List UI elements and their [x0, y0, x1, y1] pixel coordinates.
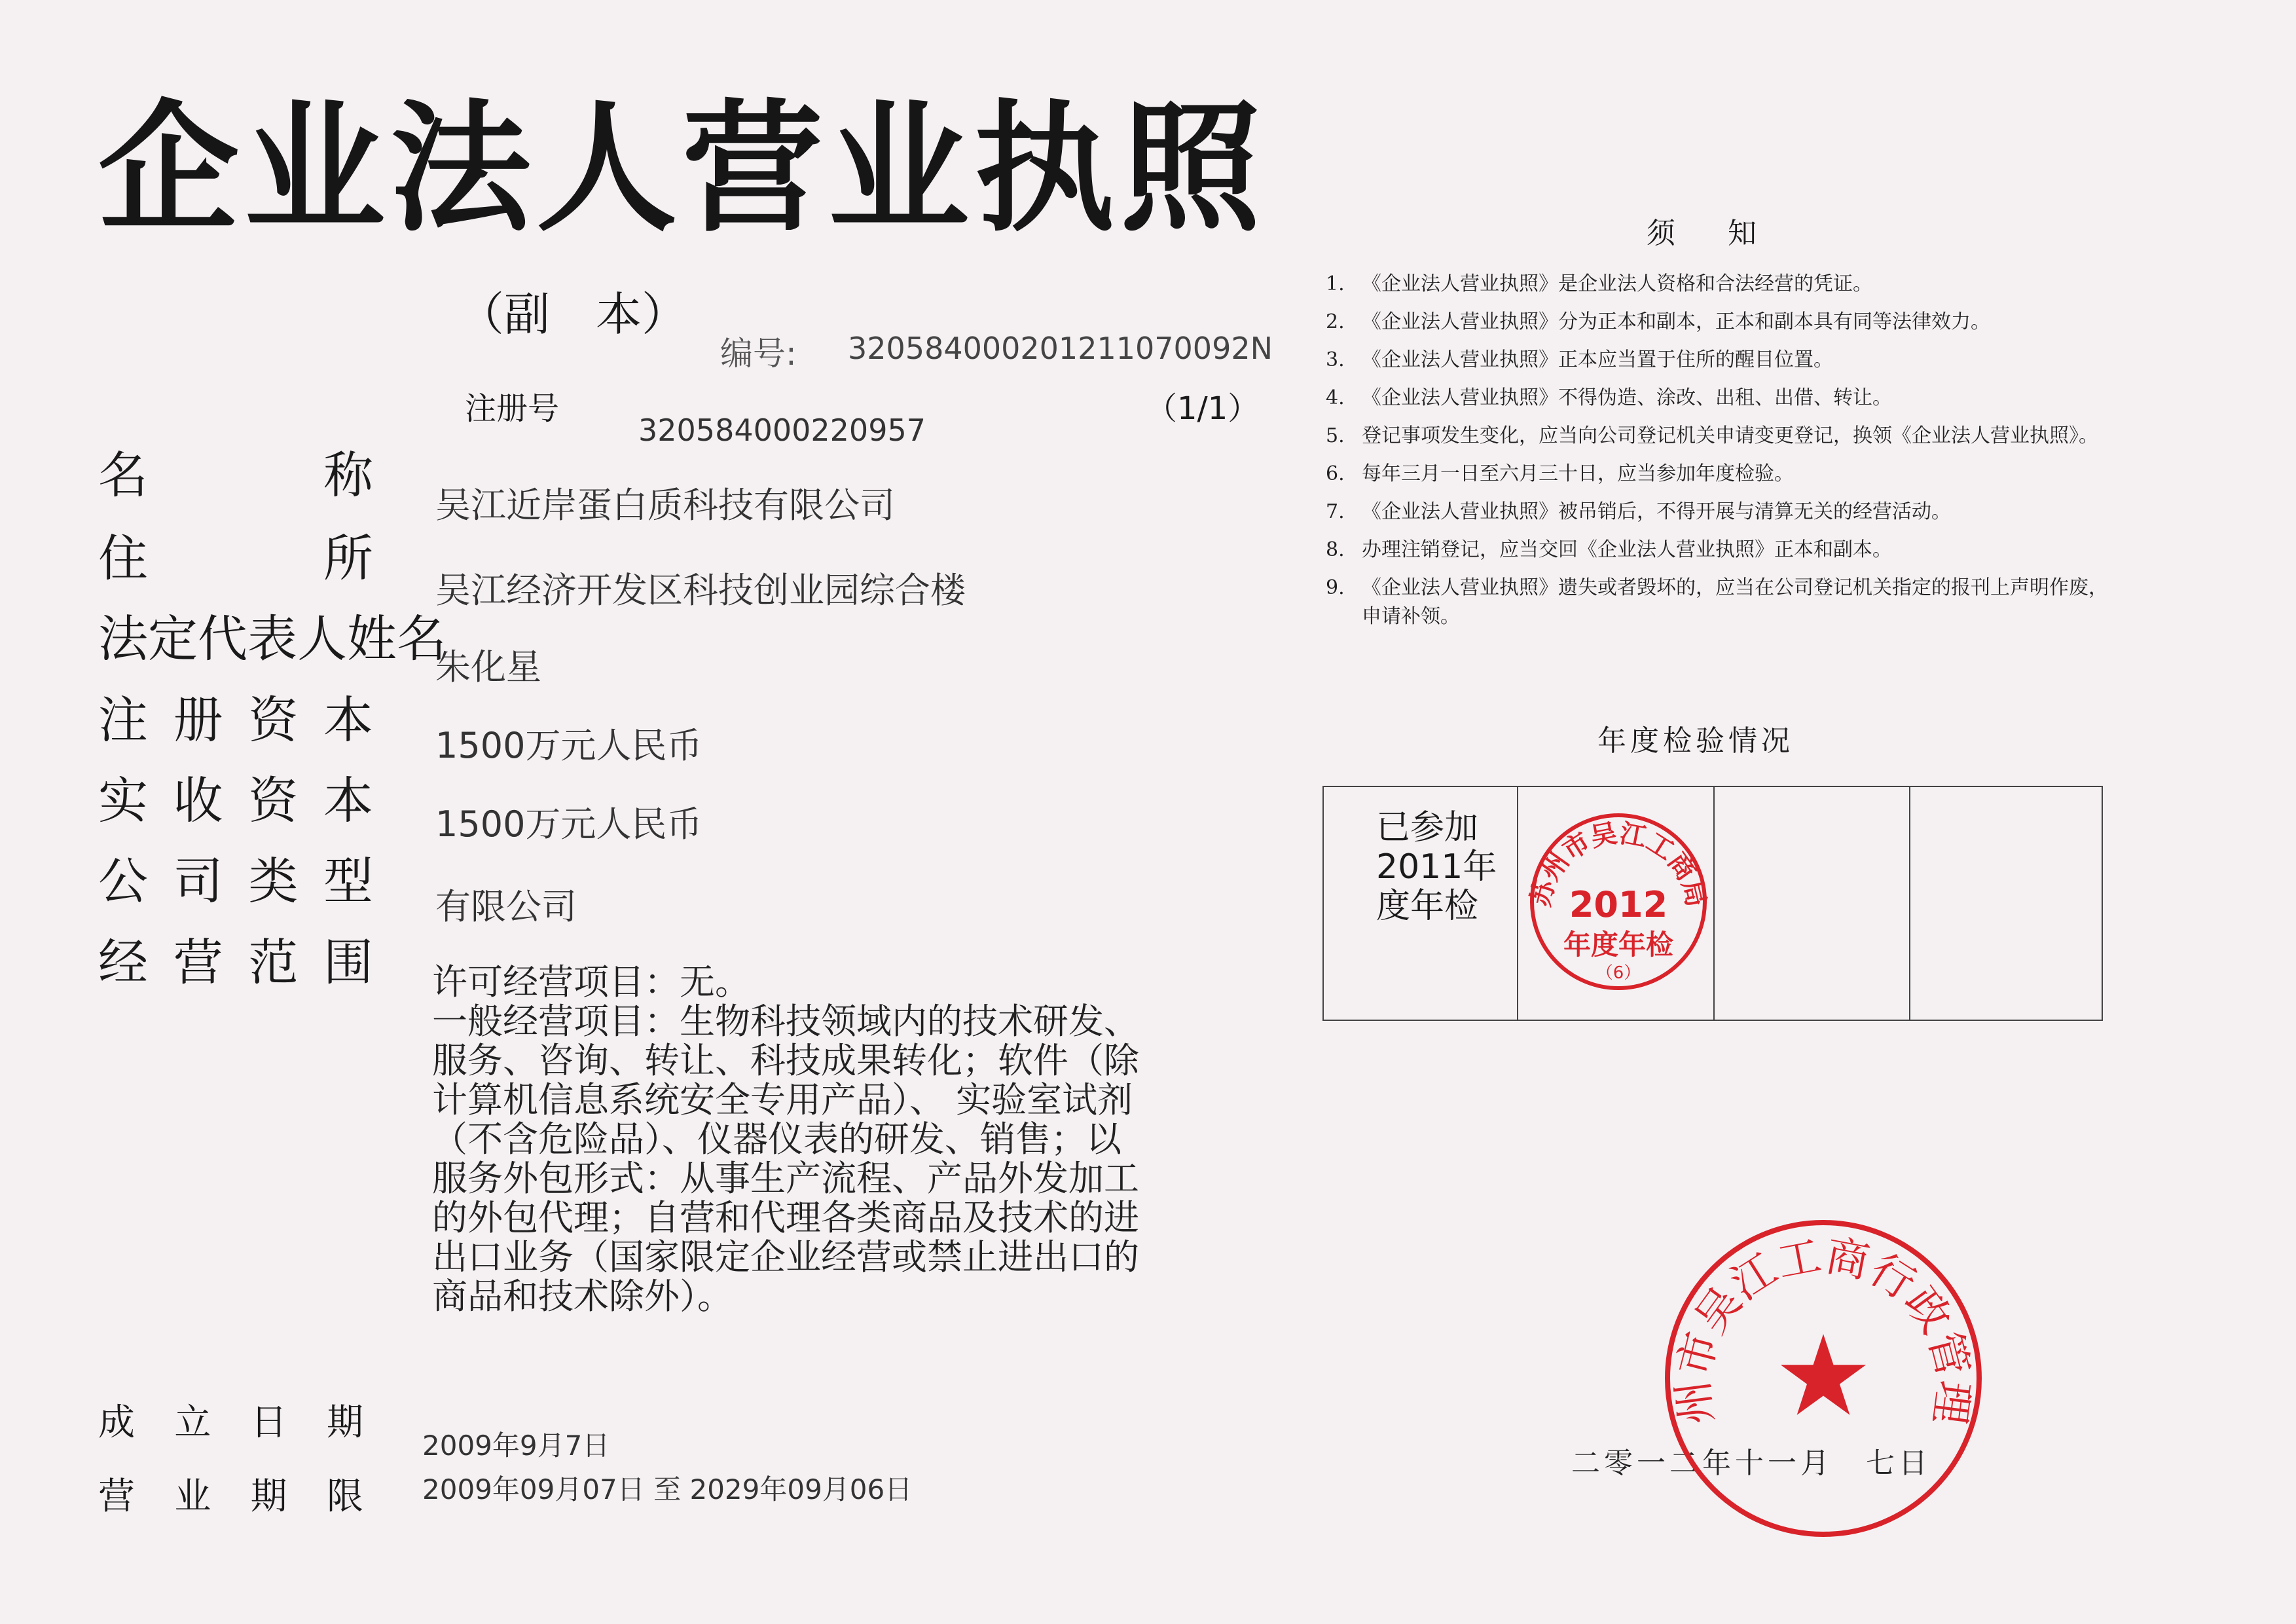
established-date: 2009年9月7日 [422, 1430, 610, 1462]
business-scope [432, 963, 1218, 1316]
notice-item: 7. 《企业法人营业执照》被吊销后，不得开展与清算无关的经营活动。 [1326, 500, 1951, 523]
scope-line: 的外包代理；自营和代理各类商品及技术的进 [432, 1197, 1139, 1238]
scope-line: 商品和技术除外）。 [432, 1276, 733, 1317]
name-label: 名 称 [98, 446, 373, 504]
scope-line: 计算机信息系统安全专用产品）、 实验室试剂 [432, 1079, 1133, 1120]
inspection-title: 年度检验情况 [1597, 724, 1794, 758]
notice-item: 4. 《企业法人营业执照》不得伪造、涂改、出租、出借、转让。 [1326, 386, 1892, 409]
paid-capital: 1500万元人民币 [435, 803, 702, 845]
seal-star-icon: ★ [1773, 1312, 1874, 1441]
company-address: 吴江经济开发区科技创业园综合楼 [435, 570, 966, 611]
registered-capital: 1500万元人民币 [435, 725, 702, 766]
notice-title: 须知 [1647, 217, 1809, 250]
paid-capital-label: 实 收 资 本 [98, 771, 373, 830]
notice-item: 3. 《企业法人营业执照》正本应当置于住所的醒目位置。 [1326, 348, 1833, 371]
seal-arc-text: 苏州市吴江工商行政管理局 [1631, 1168, 1980, 1428]
stamp-bottom-text: 年度年检 [1563, 929, 1674, 961]
notice-list [1326, 270, 2124, 640]
scope-line: 服务、咨询、转让、科技成果转化；软件（除 [432, 1040, 1139, 1081]
business-term: 2009年09月07日 至 2029年09月06日 [422, 1473, 913, 1505]
address-label: 住 所 [98, 529, 373, 587]
inspection-entry: 已参加2011年度年检 [1376, 808, 1497, 926]
scope-line: 许可经营项目：无。 [432, 961, 750, 1003]
company-name: 吴江近岸蛋白质科技有限公司 [435, 485, 895, 526]
stamp-arc-text: 苏州市吴江工商局 [1525, 818, 1711, 910]
annual-inspection-stamp [1523, 807, 1713, 997]
page-number: （1/1） [1146, 390, 1260, 427]
inspection-cell [1518, 787, 1715, 1020]
authority-seal [1631, 1168, 1994, 1549]
notice-item: 9. 《企业法人营业执照》遗失或者毁坏的，应当在公司登记机关指定的报刊上声明作废，申请补领。 [1326, 576, 2108, 628]
stamp-number: （6） [1595, 963, 1641, 983]
company-type-label: 公 司 类 型 [98, 852, 373, 910]
registered-capital-label: 注 册 资 本 [98, 691, 373, 749]
notice-item: 1. 《企业法人营业执照》是企业法人资格和合法经营的凭证。 [1326, 272, 1872, 295]
registration-label: 注册号 [465, 390, 560, 427]
notice-item: 5. 登记事项发生变化，应当向公司登记机关申请变更登记，换领《企业法人营业执照》。 [1326, 424, 2098, 447]
inspection-cell [1910, 787, 2102, 1020]
legal-rep-label: 法定代表人姓名 [98, 610, 446, 668]
inspection-cell [1324, 787, 1518, 1020]
scope-line: 服务外包形式：从事生产流程、产品外发加工 [432, 1158, 1139, 1199]
notice-item: 6. 每年三月一日至六月三十日，应当参加年度检验。 [1326, 462, 1794, 485]
issue-date: 二零一二年十一月 七日 [1571, 1447, 1931, 1480]
company-type: 有限公司 [435, 886, 577, 927]
legal-representative: 朱化星 [435, 646, 541, 688]
document-title: 企业法人营业执照 [98, 86, 1266, 251]
scope-line: 出口业务（国家限定企业经营或禁止进出口的 [432, 1236, 1139, 1278]
notice-item: 2. 《企业法人营业执照》分为正本和副本，正本和副本具有同等法律效力。 [1326, 310, 1990, 333]
term-label: 营 业 期 限 [98, 1475, 363, 1518]
stamp-year: 2012 [1569, 884, 1668, 925]
business-scope-label: 经 营 范 围 [98, 933, 373, 991]
inspection-cell [1715, 787, 1910, 1020]
notice-item: 8. 办理注销登记，应当交回《企业法人营业执照》正本和副本。 [1326, 538, 1892, 561]
inspection-table [1322, 786, 2103, 1021]
scope-line: 一般经营项目：生物科技领域内的技术研发、 [432, 1001, 1139, 1042]
registration-number: 320584000220957 [638, 413, 926, 448]
serial-label: 编号: [720, 335, 797, 373]
copy-type: （副 本） [458, 287, 687, 341]
serial-number: 320584000201211070092N [848, 331, 1273, 366]
scope-line: （不含危险品）、仪器仪表的研发、销售；以 [432, 1118, 1121, 1160]
established-label: 成 立 日 期 [98, 1401, 363, 1444]
